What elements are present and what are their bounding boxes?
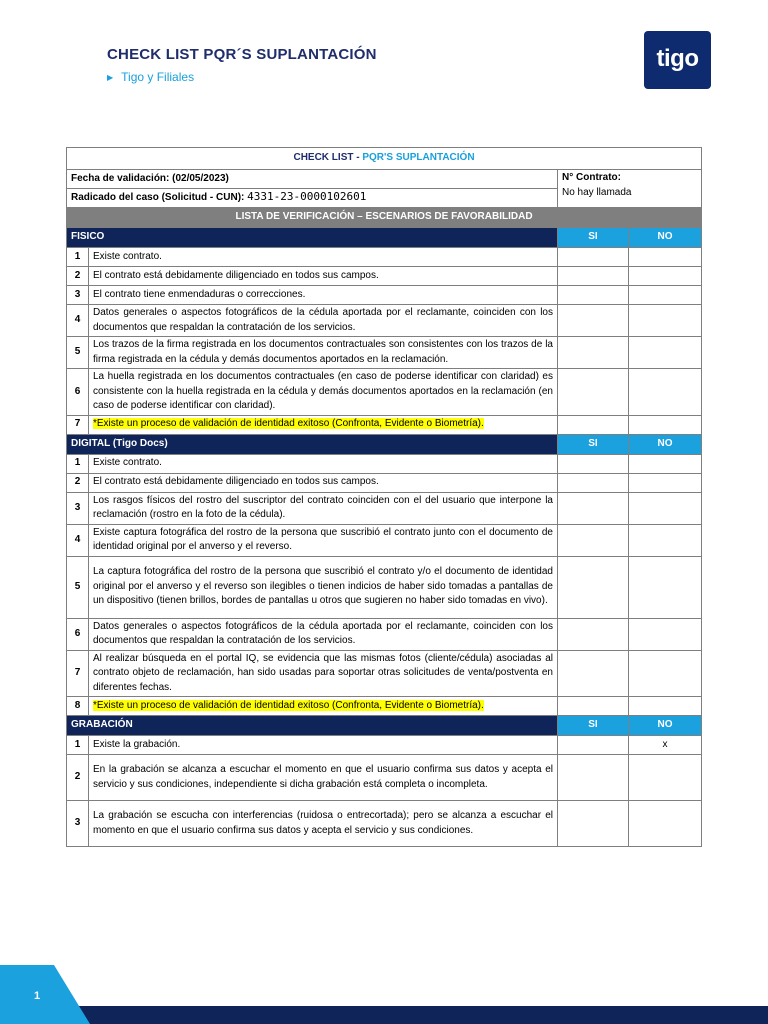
item-text: Los rasgos físicos del rostro del suscriptor del contrato coinciden con el del usuario que interpone la reclamación (rostro en la foto de la cédula). [89, 492, 558, 524]
si-cell[interactable] [558, 454, 629, 473]
item-text: Los trazos de la firma registrada en los documentos contractuales son consistentes con los trazos de la firma registrada en la cédula y demás documentos aportados en la reclamación. [89, 337, 558, 369]
table-row [67, 248, 702, 267]
no-cell[interactable] [629, 267, 702, 286]
item-number: 7 [67, 415, 89, 434]
item-text-highlight: *Existe un proceso de validación de identidad exitoso (Confronta, Evidente o Biometría). [93, 418, 484, 430]
si-cell[interactable] [558, 556, 629, 618]
item-text-cell [89, 415, 558, 434]
si-cell[interactable] [558, 473, 629, 492]
contrato-value: No hay llamada [562, 186, 632, 198]
document-title: CHECK LIST PQR´S SUPLANTACIÓN [107, 46, 377, 63]
no-cell[interactable] [629, 473, 702, 492]
item-text: Existe contrato. [89, 248, 558, 267]
item-text: El contrato está debidamente diligenciado en todos sus campos. [89, 473, 558, 492]
si-cell[interactable] [558, 248, 629, 267]
document-subtitle [107, 70, 194, 84]
triangle-bullet-icon: ▶ [107, 73, 114, 82]
no-cell[interactable] [629, 755, 702, 801]
si-header: SI [558, 434, 629, 454]
table-row [67, 369, 702, 416]
item-text: Existe captura fotográfica del rostro de la persona que suscribió el contrato junto con el documento de identidad original por el anverso y el reverso. [89, 524, 558, 556]
item-number: 1 [67, 454, 89, 473]
table-row [67, 618, 702, 650]
si-header: SI [558, 228, 629, 248]
no-cell[interactable] [629, 337, 702, 369]
item-number: 4 [67, 305, 89, 337]
item-text: Al realizar búsqueda en el portal IQ, se evidencia que las mismas fotos (cliente/cédula) asociadas al contrato objeto de reclamación, han sido usadas para soportar otras solicitudes de venta/postventa en diferentes fechas. [89, 650, 558, 697]
radicado-cell [67, 189, 558, 208]
table-row [67, 473, 702, 492]
table-row [67, 650, 702, 697]
item-text: Existe contrato. [89, 454, 558, 473]
contrato-cell [558, 170, 702, 208]
item-number: 1 [67, 248, 89, 267]
si-cell[interactable] [558, 267, 629, 286]
checklist-table [66, 147, 702, 847]
table-row [67, 305, 702, 337]
section-header-fisico [67, 228, 702, 248]
si-cell[interactable] [558, 697, 629, 716]
item-text: El contrato está debidamente diligenciado en todos sus campos. [89, 267, 558, 286]
section-title: DIGITAL (Tigo Docs) [67, 434, 558, 454]
fecha-row [67, 170, 702, 189]
item-text-cell [89, 697, 558, 716]
no-cell[interactable] [629, 248, 702, 267]
no-header: NO [629, 228, 702, 248]
item-number: 3 [67, 286, 89, 305]
item-text: La huella registrada en los documentos contractuales (en caso de poderse identificar con claridad) es consistente con la huella registrada en la cédula y demás documentos aportados en la reclamación (en caso de poderse identificar con claridad). [89, 369, 558, 416]
section-title: GRABACIÓN [67, 716, 558, 736]
subtitle-text: Tigo y Filiales [121, 70, 195, 84]
item-number: 2 [67, 267, 89, 286]
table-row [67, 556, 702, 618]
no-cell[interactable] [629, 697, 702, 716]
item-number: 2 [67, 755, 89, 801]
fecha-validacion: Fecha de validación: (02/05/2023) [67, 170, 558, 189]
table-row [67, 286, 702, 305]
no-cell[interactable] [629, 305, 702, 337]
table-row [67, 755, 702, 801]
table-row [67, 337, 702, 369]
section-title: FISICO [67, 228, 558, 248]
no-cell[interactable] [629, 492, 702, 524]
si-cell[interactable] [558, 369, 629, 416]
footer-page-tab [0, 965, 90, 1024]
table-title: CHECK LIST - PQR'S SUPLANTACIÓN [67, 148, 702, 170]
si-cell[interactable] [558, 286, 629, 305]
table-row [67, 736, 702, 755]
no-cell[interactable] [629, 454, 702, 473]
radicado-value: 4331-23-0000102601 [247, 190, 367, 204]
no-header: NO [629, 434, 702, 454]
item-number: 4 [67, 524, 89, 556]
item-number: 6 [67, 369, 89, 416]
table-row [67, 267, 702, 286]
si-cell[interactable] [558, 305, 629, 337]
item-number: 8 [67, 697, 89, 716]
item-number: 3 [67, 492, 89, 524]
page-number: 1 [34, 990, 41, 1002]
lista-row [67, 208, 702, 228]
item-text: Datos generales o aspectos fotográficos de la cédula aportada por el reclamante, coinciden con los documentos que respaldan la contratación de los servicios. [89, 618, 558, 650]
no-cell[interactable] [629, 415, 702, 434]
item-text: Datos generales o aspectos fotográficos de la cédula aportada por el reclamante, coinciden con los documentos que respaldan la contratación de los servicios. [89, 305, 558, 337]
table-row [67, 454, 702, 473]
si-cell[interactable] [558, 415, 629, 434]
si-cell[interactable] [558, 337, 629, 369]
item-number: 3 [67, 801, 89, 847]
item-text: En la grabación se alcanza a escuchar el momento en que el usuario confirma sus datos y acepta el servicio y sus condiciones, independiente si dicha grabación está completa o incompleta. [89, 755, 558, 801]
no-cell-checked[interactable]: x [629, 736, 702, 755]
si-cell[interactable] [558, 736, 629, 755]
item-text: La captura fotográfica del rostro de la persona que suscribió el contrato y/o el documento de identidad original por el anverso y el reverso son ilegibles o tienen indicios de haber sido tomadas a pantallas de un dispositivo (tienen brillos, bordes de pantallas u otros que sugieren no haber sido tomadas en vivo). [89, 556, 558, 618]
no-cell[interactable] [629, 801, 702, 847]
footer-band [0, 1006, 768, 1024]
table-row [67, 524, 702, 556]
no-cell[interactable] [629, 556, 702, 618]
item-number: 2 [67, 473, 89, 492]
contrato-label: N° Contrato: [562, 172, 621, 183]
no-cell[interactable] [629, 618, 702, 650]
section-header-digital [67, 434, 702, 454]
item-text: La grabación se escucha con interferencias (ruidosa o entrecortada); pero se alcanza a escuchar el momento en que el usuario confirma sus datos y acepta el servicio y sus condiciones. [89, 801, 558, 847]
item-text: El contrato tiene enmendaduras o correcciones. [89, 286, 558, 305]
tigo-logo [644, 31, 711, 89]
item-number: 1 [67, 736, 89, 755]
no-cell[interactable] [629, 650, 702, 697]
table-row [67, 697, 702, 716]
logo-text: tigo [656, 45, 699, 72]
item-number: 7 [67, 650, 89, 697]
si-cell[interactable] [558, 492, 629, 524]
no-cell[interactable] [629, 369, 702, 416]
si-cell[interactable] [558, 650, 629, 697]
si-cell[interactable] [558, 801, 629, 847]
item-number: 5 [67, 337, 89, 369]
item-number: 5 [67, 556, 89, 618]
si-cell[interactable] [558, 524, 629, 556]
si-cell[interactable] [558, 755, 629, 801]
section-header-grabacion [67, 716, 702, 736]
item-text-highlight: *Existe un proceso de validación de identidad exitoso (Confronta, Evidente o Biometría). [93, 699, 484, 711]
table-row [67, 492, 702, 524]
no-cell[interactable] [629, 524, 702, 556]
table-title-row [67, 148, 702, 170]
item-text: Existe la grabación. [89, 736, 558, 755]
table-row [67, 415, 702, 434]
table-row [67, 801, 702, 847]
si-cell[interactable] [558, 618, 629, 650]
no-header: NO [629, 716, 702, 736]
no-cell[interactable] [629, 286, 702, 305]
si-header: SI [558, 716, 629, 736]
radicado-label: Radicado del caso (Solicitud - CUN): [71, 192, 248, 204]
lista-title: LISTA DE VERIFICACIÓN – ESCENARIOS DE FAVORABILIDAD [67, 208, 702, 228]
item-number: 6 [67, 618, 89, 650]
